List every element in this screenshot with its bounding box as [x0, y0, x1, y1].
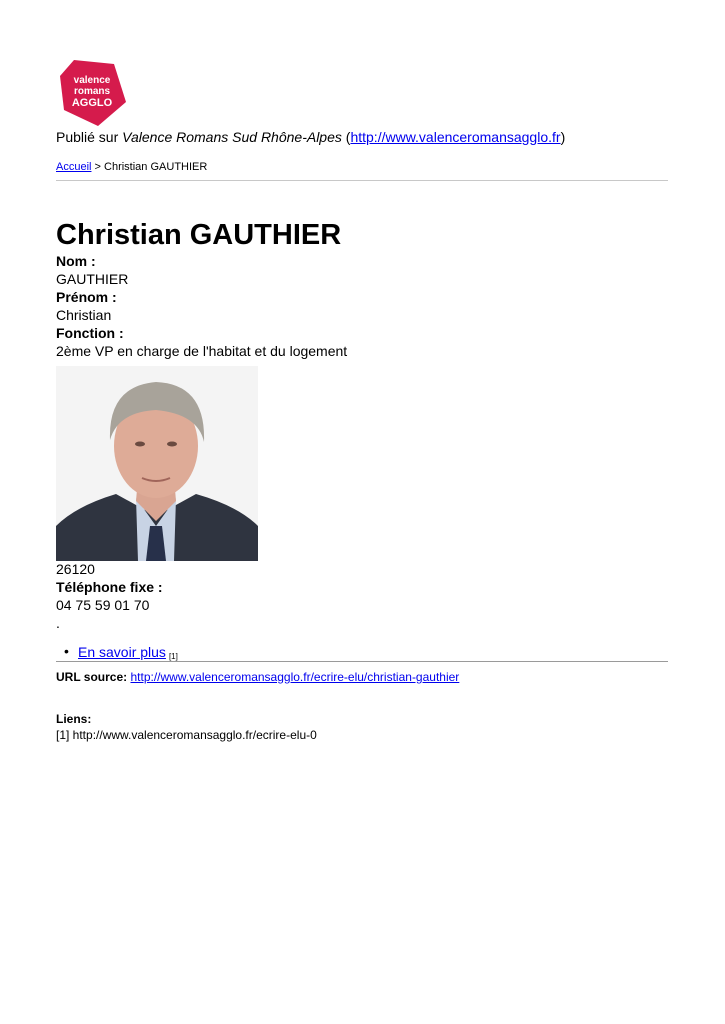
- breadcrumb-separator: >: [91, 161, 105, 173]
- nom-label: Nom :: [56, 253, 96, 269]
- portrait-photo: [56, 366, 258, 561]
- trailing-dot: .: [56, 615, 60, 631]
- links-item: [1] http://www.valenceromansagglo.fr/ecrire-elu-0: [56, 728, 317, 742]
- fonction-label: Fonction :: [56, 325, 124, 341]
- breadcrumb-current: Christian GAUTHIER: [104, 161, 208, 173]
- telephone-value: 04 75 59 01 70: [56, 597, 150, 613]
- page-title: Christian GAUTHIER: [56, 219, 342, 251]
- breadcrumb-home-link[interactable]: Accueil: [56, 161, 92, 173]
- bullet-icon: •: [64, 643, 69, 659]
- source-url-line: [56, 670, 459, 684]
- source-url-label: URL source:: [56, 670, 128, 684]
- more-link[interactable]: En savoir plus: [78, 644, 166, 660]
- links-label: Liens:: [56, 712, 92, 726]
- prenom-label: Prénom :: [56, 289, 117, 305]
- telephone-label: Téléphone fixe :: [56, 579, 163, 595]
- postal-code: 26120: [56, 561, 95, 577]
- more-link-ref: [1]: [168, 652, 178, 661]
- paren-close: ): [560, 129, 566, 145]
- paren-open: (: [341, 129, 351, 145]
- site-name: Valence Romans Sud Rhône-Alpes: [122, 129, 342, 145]
- agglo-logo-mark: [58, 58, 128, 128]
- breadcrumb: [56, 161, 207, 174]
- prenom-value: Christian: [56, 307, 112, 323]
- published-prefix: Publié sur: [56, 129, 123, 145]
- site-url-link[interactable]: http://www.valenceromansagglo.fr: [350, 129, 561, 145]
- source-url-link[interactable]: http://www.valenceromansagglo.fr/ecrire-elu/christian-gauthier: [130, 670, 460, 684]
- fonction-value: 2ème VP en charge de l'habitat et du logement: [56, 343, 348, 359]
- logo-text-valence: valence: [73, 75, 111, 86]
- logo-text-agglo: AGGLO: [71, 97, 113, 109]
- portrait-image: [56, 366, 258, 561]
- logo-text-romans: romans: [73, 86, 111, 97]
- header-divider: [56, 180, 668, 181]
- published-line: [56, 129, 565, 145]
- footer-divider: [56, 661, 668, 662]
- nom-value: GAUTHIER: [56, 271, 129, 287]
- agglo-logo: [58, 58, 128, 128]
